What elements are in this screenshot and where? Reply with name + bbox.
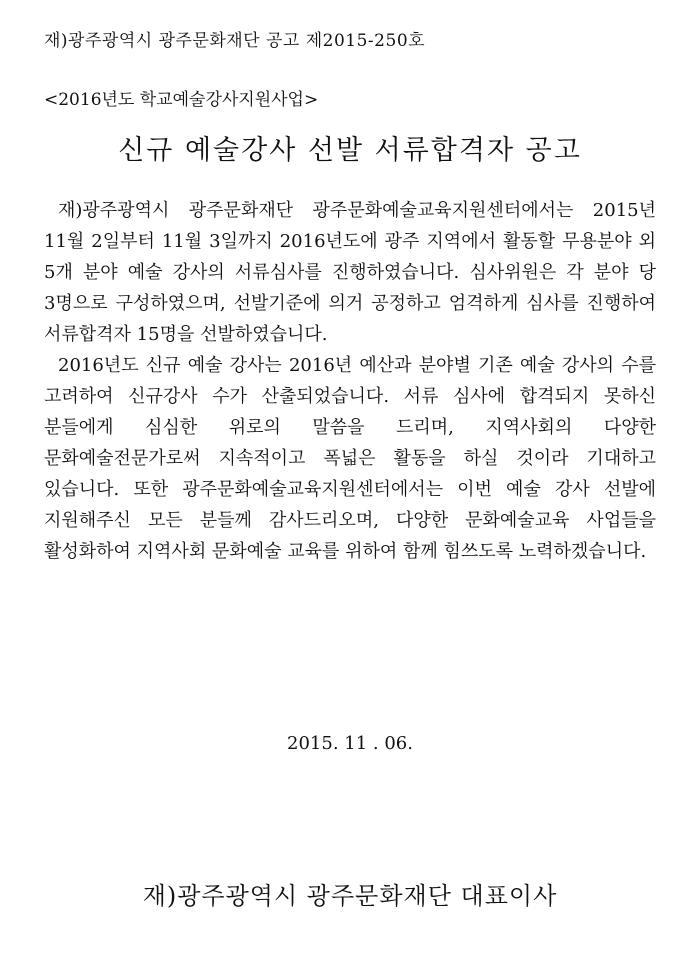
notice-date: 2015. 11 . 06.: [287, 733, 413, 754]
body-paragraph-1: 재)광주광역시 광주문화재단 광주문화예술교육지원센터에서는 2015년 11월 2일부터 11월 3일까지 2016년도에 광주 지역에서 활동할 무용분야 외 5개 분야 예술 강사의 서류심사를 진행하였습니다. 심사위원은 각 분야 당 3명으로 구성하였으며, 선발기준에 의거 공정하고 엄격하게 심사를 진행하여 서류합격자 15명을 선발하였습니다.: [44, 200, 656, 345]
notice-body: [44, 195, 656, 567]
issuer-signature: 재)광주광역시 광주문화재단 대표이사: [142, 882, 558, 910]
program-name: <2016년도 학교예술강사지원사업>: [44, 90, 319, 110]
page-title: 신규 예술강사 선발 서류합격자 공고: [118, 135, 582, 166]
body-paragraph-2: 2016년도 신규 예술 강사는 2016년 예산과 분야별 기존 예술 강사의 수를 고려하여 신규강사 수가 산출되었습니다. 서류 심사에 합격되지 못하신 분들에게 심심한 위로의 말씀을 드리며, 지역사회의 다양한 문화예술전문가로써 지속적이고 폭넓은 활동을 하실 것이라 기대하고 있습니다. 또한 광주문화예술교육지원센터에서는 이번 예술 강사 선발에 지원해주신 모든 분들께 감사드리오며, 다양한 문화예술교육 사업들을 활성화하여 지역사회 문화예술 교육를 위하여 함께 힘쓰도록 노력하겠습니다.: [44, 355, 656, 562]
document-number: 재)광주광역시 광주문화재단 공고 제2015-250호: [44, 31, 426, 51]
